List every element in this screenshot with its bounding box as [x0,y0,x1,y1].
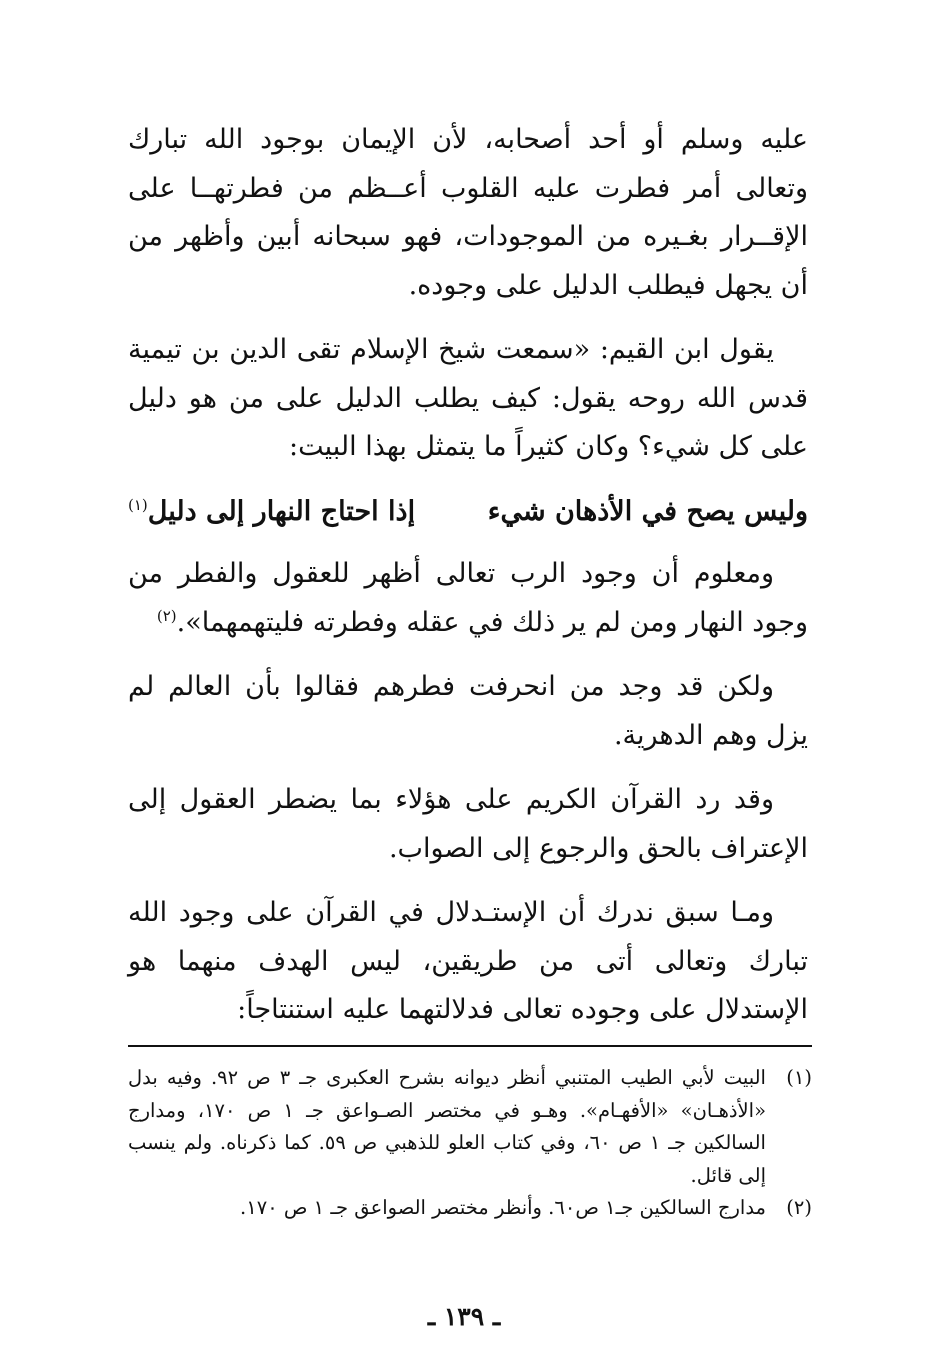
footnote-1 [128,1062,812,1192]
paragraph-1: عليه وسلم أو أحد أصحابه، لأن الإيمان بوجود الله تبارك وتعالى أمر فطرت عليه القلوب أعــظم من فطرتهــا على الإقــرار بغـيره من الموجودات، فهو سبحانه أبين وأظهر من أن يجهل فيطلب الدليل على وجوده. [128,124,808,301]
paragraph-3 [128,550,808,647]
verse-second-hemistich-wrap [128,488,415,537]
footnote-1-text: البيت لأبي الطيب المتنبي أنظر ديوانه بشرح العكبرى جـ ٣ ص ٩٢. وفيه بدل «الأذهـان» «الأفهـام». وهـو في مختصر الصـواعق جـ ١ ص ١٧٠، ومدارج السالكين جـ ١ ص ٦٠، وفي كتاب العلو للذهبي ص ٥٩. كما ذكرناه. ولم ينسب إلى قائل. [128,1066,766,1187]
footnote-2-number: (٢) [786,1196,812,1219]
page-number: ـ ١٣٩ ـ [427,1302,501,1331]
main-text [128,116,808,1051]
footnote-divider [128,1045,812,1047]
footnote-ref-2: (٢) [156,606,177,625]
paragraph-5: وقد رد القرآن الكريم على هؤلاء بما يضطر العقول إلى الإعتراف بالحق والرجوع إلى الصواب. [128,784,808,864]
paragraph-3-text: ومعلوم أن وجود الرب تعالى أظهر للعقول والفطر من وجود النهار ومن لم ير ذلك في عقله وفطرته فليتهمهما». [128,558,808,638]
paragraph-6: ومـا سبق ندرك أن الإستـدلال في القرآن على وجود الله تبارك وتعالى أتى من طريقين، ليس الهدف منهما هو الإستدلال على وجوده تعالى فدلالتهما عليه استنتاجاً: [128,897,808,1025]
footnotes [128,1062,812,1225]
footnote-1-number: (١) [786,1066,812,1089]
verse-second-hemistich: إذا احتاج النهار إلى دليل [147,495,416,527]
footnote-2-text: مدارج السالكين جـ١ ص٦٠. وأنظر مختصر الصواعق جـ ١ ص ١٧٠. [240,1196,766,1219]
verse-first-hemistich: وليس يصح في الأذهان شيء [487,495,808,527]
footnote-ref-1: (١) [128,495,148,514]
paragraph-4: ولكن قد وجد من انحرفت فطرهم فقالوا بأن العالم لم يزل وهم الدهرية. [128,671,808,751]
paragraph-2: يقول ابن القيم: «سمعت شيخ الإسلام تقى الدين بن تيمية قدس الله روحه يقول: كيف يطلب الدليل على من هو دليل على كل شيء؟ وكان كثيراً ما يتمثل بهذا البيت: [128,334,808,462]
footnote-2 [128,1192,812,1225]
poetry-verse [128,488,808,537]
